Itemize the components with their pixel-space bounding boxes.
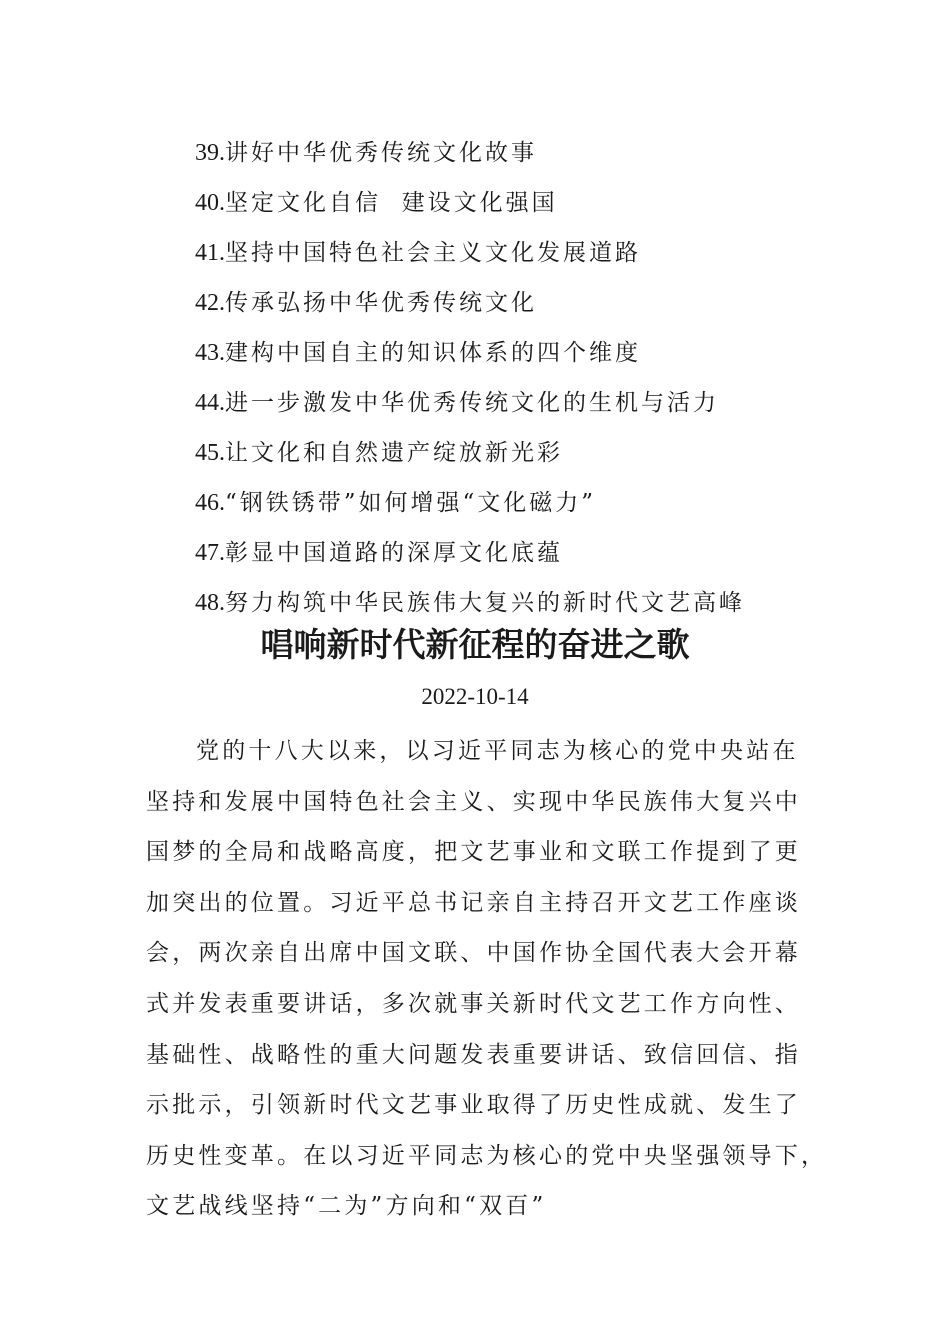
toc-item-number: 42.: [195, 290, 225, 316]
toc-item-title: 让文化和自然遗产绽放新光彩: [225, 440, 563, 466]
toc-item-title: 进一步激发中华优秀传统文化的生机与活力: [225, 390, 719, 416]
body-text-line: 会，两次亲自出席中国文联、中国作协全国代表大会开幕: [146, 940, 801, 967]
article-date: 2022-10-14: [421, 684, 529, 709]
toc-item-number: 40.: [195, 190, 225, 216]
toc-item-number: 46.: [195, 490, 225, 516]
toc-item-title: 坚定文化自信 建设文化强国: [225, 190, 558, 216]
toc-item-number: 44.: [195, 390, 225, 416]
toc-item-number: 39.: [195, 140, 225, 166]
toc-item[interactable]: [195, 278, 815, 328]
toc-item-title: 建构中国自主的知识体系的四个维度: [225, 340, 641, 366]
toc-item-title: “钢铁锈带”如何增强“文化磁力”: [225, 490, 597, 516]
toc-item[interactable]: [195, 228, 815, 278]
toc-item-number: 47.: [195, 540, 225, 566]
toc-item-number: 45.: [195, 440, 225, 466]
article-title: 唱响新时代新征程的奋进之歌: [260, 625, 690, 664]
body-text-line: 党的十八大以来，以习近平同志为核心的党中央站在: [196, 738, 799, 764]
toc-item[interactable]: [195, 578, 815, 628]
toc-item[interactable]: [195, 178, 815, 228]
toc-item[interactable]: [195, 378, 815, 428]
toc-item[interactable]: [195, 528, 815, 578]
toc-item[interactable]: [195, 428, 815, 478]
body-text-line: 式并发表重要讲话，多次就事关新时代文艺工作方向性、: [146, 990, 801, 1017]
toc-item-number: 43.: [195, 340, 225, 366]
body-text-line: 基础性、战略性的重大问题发表重要讲话、致信回信、指: [146, 1041, 801, 1068]
body-text-line: 坚持和发展中国特色社会主义、实现中华民族伟大复兴中: [146, 788, 801, 815]
toc-item[interactable]: [195, 128, 815, 178]
toc-item-title: 彰显中国道路的深厚文化底蕴: [225, 540, 563, 566]
body-text-line: 加突出的位置。习近平总书记亲自主持召开文艺工作座谈: [146, 889, 801, 916]
toc-item-title: 坚持中国特色社会主义文化发展道路: [225, 240, 641, 266]
toc-item[interactable]: [195, 478, 815, 528]
toc-item-title: 传承弘扬中华优秀传统文化: [225, 290, 537, 316]
body-text-line: 国梦的全局和战略高度，把文艺事业和文联工作提到了更: [146, 839, 801, 866]
toc-item-number: 41.: [195, 240, 225, 266]
body-text-line: 示批示，引领新时代文艺事业取得了历史性成就、发生了: [146, 1092, 801, 1119]
body-text-line: 历史性变革。在以习近平同志为核心的党中央坚强领导下，: [146, 1142, 828, 1169]
toc-item[interactable]: [195, 328, 815, 378]
toc-item-number: 48.: [195, 590, 225, 616]
toc-item-title: 讲好中华优秀传统文化故事: [225, 140, 537, 166]
table-of-contents: [195, 128, 815, 628]
body-text-line: 文艺战线坚持“二为”方向和“双百”: [146, 1193, 547, 1220]
article-body: [146, 726, 828, 1232]
toc-item-title: 努力构筑中华民族伟大复兴的新时代文艺高峰: [225, 590, 745, 616]
